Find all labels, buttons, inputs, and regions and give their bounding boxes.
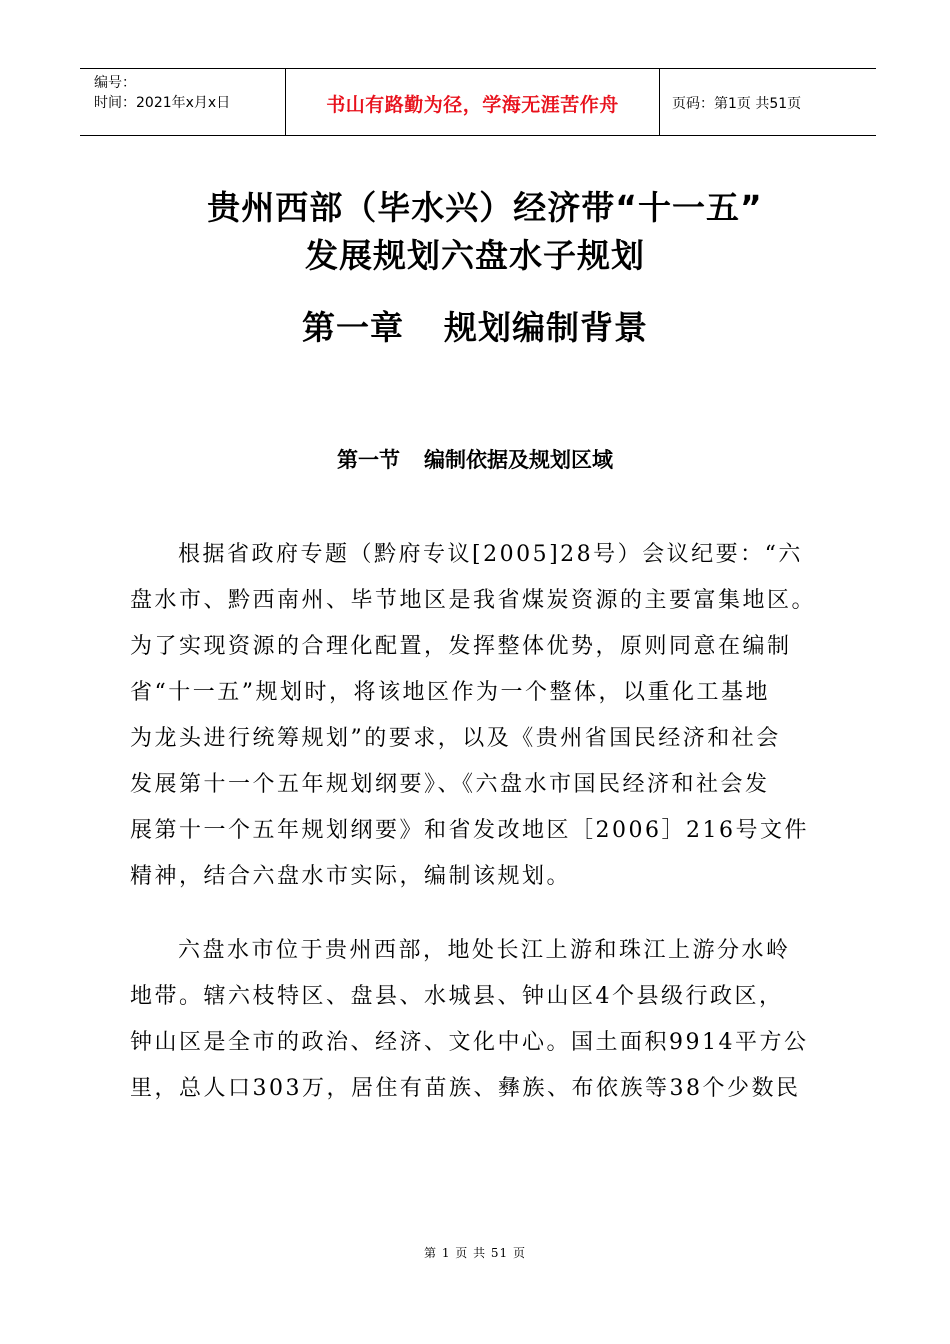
paragraph-line: 六盘水市位于贵州西部，地处长江上游和珠江上游分水岭 [178, 938, 791, 963]
paragraph-line: 展第十一个五年规划纲要》和省发改地区［2006］216号文件 [130, 818, 809, 843]
document-number-label: 编号： [94, 75, 136, 91]
paragraph-line: 里，总人口303万，居住有苗族、彝族、布依族等38个少数民 [130, 1076, 801, 1101]
section-name: 编制依据及规划区域 [424, 448, 613, 472]
paragraph-2 [130, 928, 830, 1112]
section-heading [0, 444, 950, 476]
paragraph-1 [130, 532, 830, 900]
paragraph-line: 盘水市、黔西南州、毕节地区是我省煤炭资源的主要富集地区。 [130, 588, 817, 613]
paragraph-line: 发展第十一个五年规划纲要》、《六盘水市国民经济和社会发 [130, 772, 770, 797]
page-footer: 第 1 页 共 51 页 [424, 1246, 526, 1260]
chapter-heading [0, 302, 950, 354]
section-number: 第一节 [337, 448, 400, 472]
paragraph-line: 省“十一五”规划时，将该地区作为一个整体，以重化工基地 [130, 680, 770, 705]
chapter-number: 第一章 [302, 308, 404, 347]
paragraph-line: 根据省政府专题（黔府专议[2005]28号）会议纪要：“六 [178, 542, 803, 567]
page-header [80, 68, 876, 136]
paragraph-line: 钟山区是全市的政治、经济、文化中心。国土面积9914平方公 [130, 1030, 809, 1055]
paragraph-line: 为龙头进行统筹规划”的要求，以及《贵州省国民经济和社会 [130, 726, 781, 751]
paragraph-line: 地带。辖六枝特区、盘县、水城县、钟山区4个县级行政区， [130, 984, 784, 1009]
paragraph-line: 为了实现资源的合理化配置，发挥整体优势，原则同意在编制 [130, 634, 792, 659]
document-title-line-1: 贵州西部（毕水兴）经济带“十一五” [207, 188, 763, 227]
paragraph-line: 精神，结合六盘水市实际，编制该规划。 [130, 864, 572, 889]
header-page-label: 页码：第1页 共51页 [672, 96, 802, 112]
header-meta [80, 69, 286, 135]
header-motto: 书山有路勤为径，学海无涯苦作舟 [286, 69, 660, 135]
chapter-name: 规划编制背景 [444, 308, 648, 347]
document-time-label: 时间：2021年x月x日 [94, 95, 231, 111]
document-title-line-2: 发展规划六盘水子规划 [305, 236, 645, 275]
